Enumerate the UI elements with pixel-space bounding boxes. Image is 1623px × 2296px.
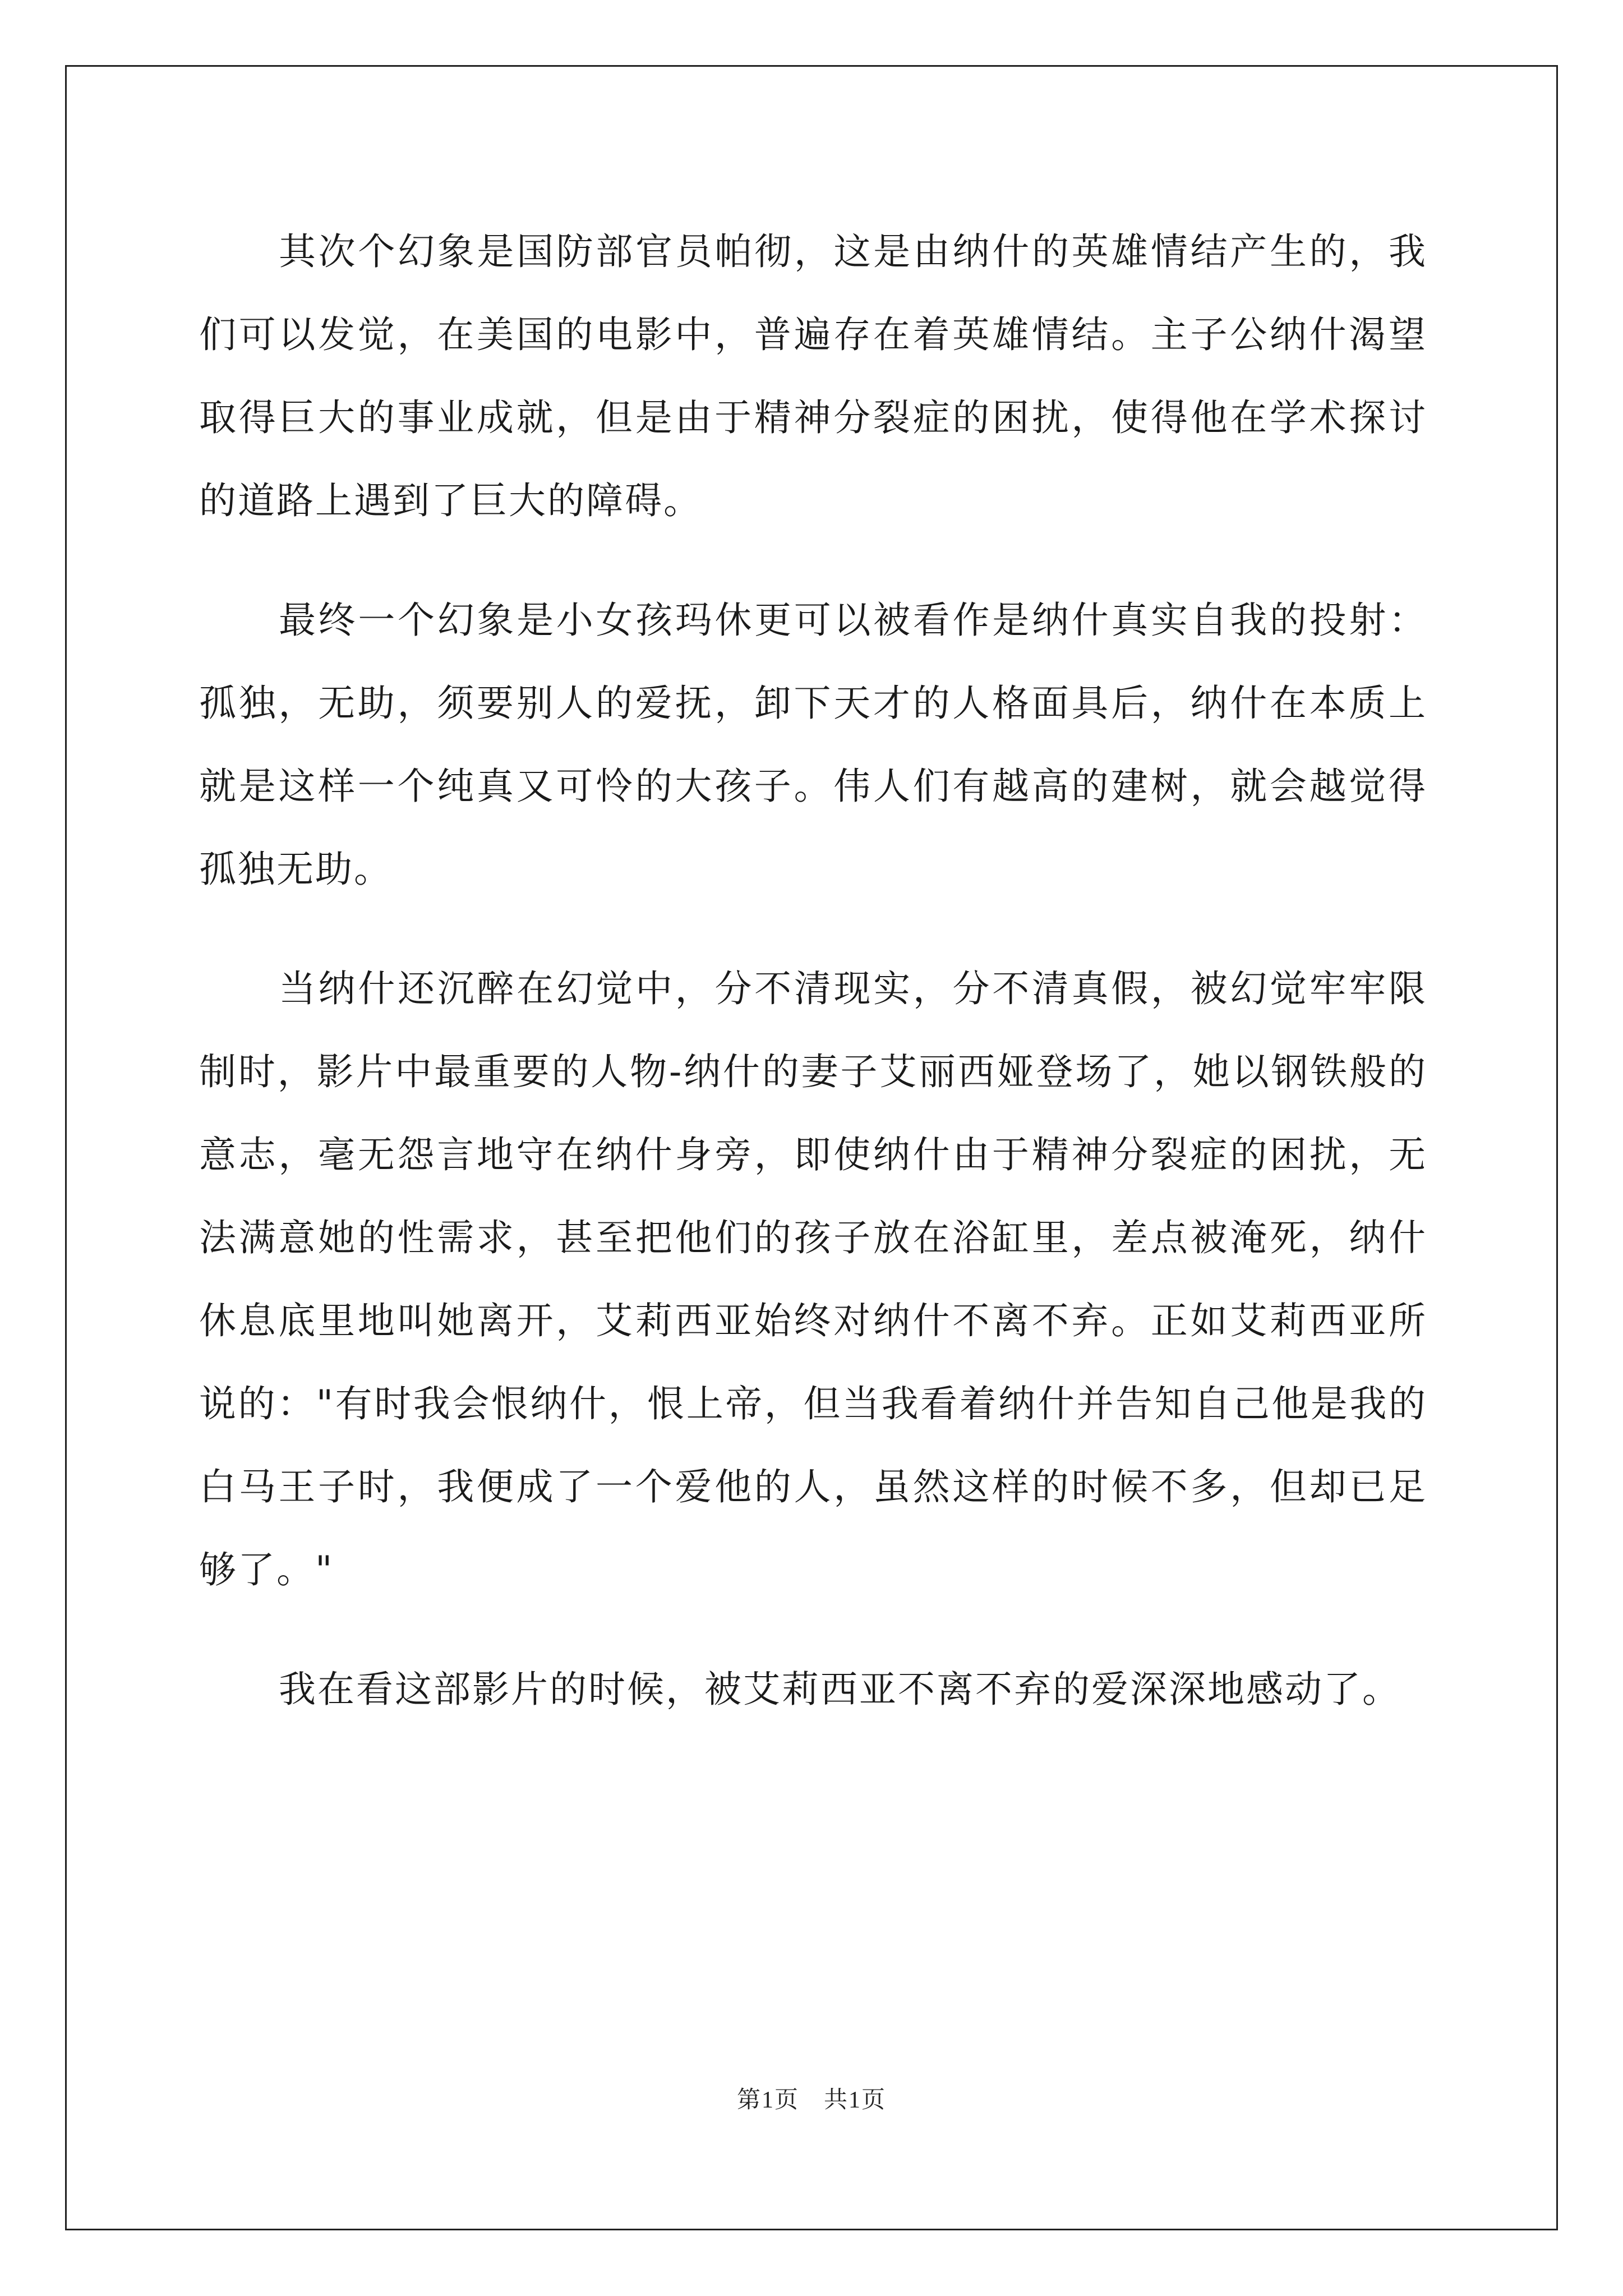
page-number-footer: 第1页 共1页 — [736, 2087, 886, 2113]
paragraph-4: 我在看这部影片的时候，被艾莉西亚不离不弃的爱深深地感动了。 — [279, 1668, 1401, 1711]
paragraph-3: 当纳什还沉醉在幻觉中，分不清现实，分不清真假，被幻觉牢牢限制时，影片中最重要的人物-纳什的妻子艾丽西娅登场了，她以钢铁般的意志，毫无怨言地守在纳什身旁，即使纳什由于精神分裂症的困扰，无法满意她的性需求，甚至把他们的孩子放在浴缸里，差点被淹死，纳什休息底里地叫她离开，艾莉西亚始终对纳什不离不弃。正如艾莉西亚所说的："有时我会恨纳什，恨上帝，但当我看着纳什并告知自己他是我的白马王子时，我便成了一个爱他的人，虽然这样的时候不多，但却已足够了。" — [199, 967, 1427, 1591]
document-body — [199, 210, 1427, 1731]
paragraph-2: 最终一个幻象是小女孩玛休更可以被看作是纳什真实自我的投射：孤独，无助，须要别人的爱抚，卸下天才的人格面具后，纳什在本质上就是这样一个纯真又可怜的大孩子。伟人们有越高的建树，就会越觉得孤独无助。 — [199, 599, 1427, 891]
paragraph-1: 其次个幻象是国防部官员帕彻，这是由纳什的英雄情结产生的，我们可以发觉，在美国的电影中，普遍存在着英雄情结。主子公纳什渴望取得巨大的事业成就，但是由于精神分裂症的困扰，使得他在学术探讨的道路上遇到了巨大的障碍。 — [199, 230, 1427, 522]
